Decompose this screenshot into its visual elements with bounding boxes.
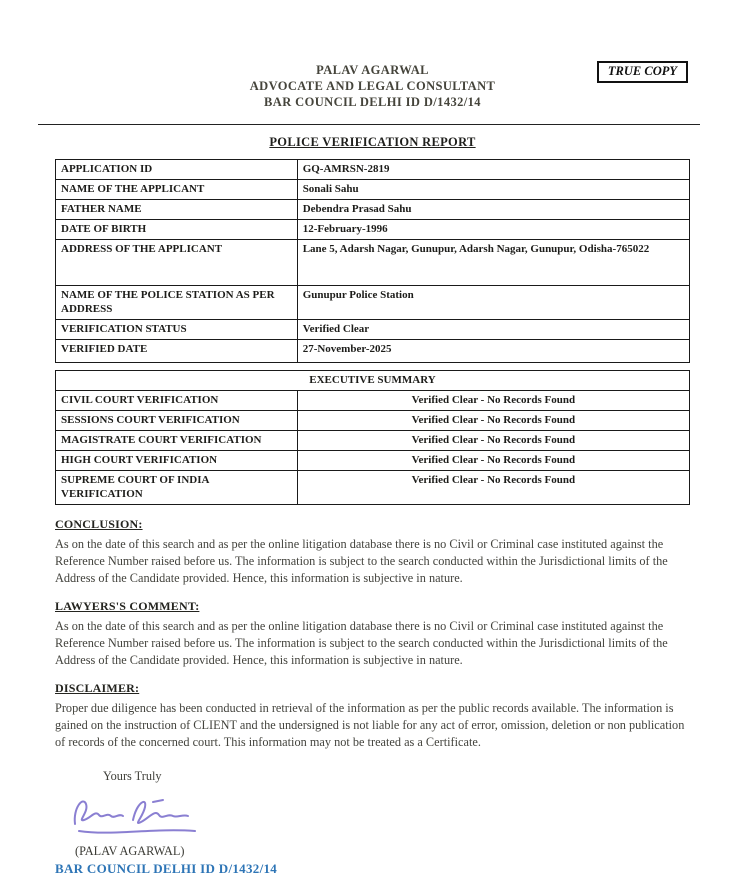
disclaimer-body: Proper due diligence has been conducted in retrieval of the information as per the public records available. The information is gained on the instruction of CLIENT and the undersigned is not liable for any act of error, omission, deletion or non publication of records of the concerned court. This information may not be treated as a Certificate. <box>55 701 685 749</box>
conclusion-heading: CONCLUSION: <box>55 517 143 531</box>
lawyers-comment-body: As on the date of this search and as per the online litigation database there is no Civil or Criminal case instituted against the Reference Number raised before us. The information is subject to the search conducted within the Jurisdictional limits of the Address of the Candidate provided. Hence, this information is subjective in nature. <box>55 619 668 667</box>
table-row <box>56 411 690 431</box>
signatory-name: (PALAV AGARWAL) <box>75 844 185 858</box>
table-row <box>56 320 690 340</box>
executive-summary-title: EXECUTIVE SUMMARY <box>56 371 690 391</box>
summary-label: SESSIONS COURT VERIFICATION <box>56 411 298 431</box>
table-row <box>56 391 690 411</box>
field-value: Gunupur Police Station <box>297 286 689 320</box>
summary-label: HIGH COURT VERIFICATION <box>56 451 298 471</box>
summary-label: CIVIL COURT VERIFICATION <box>56 391 298 411</box>
summary-label: SUPREME COURT OF INDIA VERIFICATION <box>56 471 298 505</box>
table-row <box>56 340 690 363</box>
disclaimer-heading: DISCLAIMER: <box>55 681 140 695</box>
field-label: FATHER NAME <box>56 200 298 220</box>
executive-summary-table <box>55 370 690 505</box>
field-label: VERIFICATION STATUS <box>56 320 298 340</box>
field-label: NAME OF THE POLICE STATION AS PER ADDRESS <box>56 286 298 320</box>
closing-salutation: Yours Truly <box>103 769 162 783</box>
table-row <box>56 160 690 180</box>
field-label: APPLICATION ID <box>56 160 298 180</box>
field-value: Sonali Sahu <box>297 180 689 200</box>
table-row <box>56 200 690 220</box>
applicant-details-table <box>55 159 690 363</box>
table-row <box>56 220 690 240</box>
bar-council-id: BAR COUNCIL DELHI ID D/1432/14 <box>55 861 278 876</box>
summary-label: MAGISTRATE COURT VERIFICATION <box>56 431 298 451</box>
field-value: Lane 5, Adarsh Nagar, Gunupur, Adarsh Nagar, Gunupur, Odisha-765022 <box>297 240 689 286</box>
field-label: NAME OF THE APPLICANT <box>56 180 298 200</box>
conclusion-section <box>55 517 690 587</box>
table-row <box>56 286 690 320</box>
report-title: POLICE VERIFICATION REPORT <box>269 135 476 149</box>
summary-value: Verified Clear - No Records Found <box>297 471 689 505</box>
summary-value: Verified Clear - No Records Found <box>297 391 689 411</box>
summary-value: Verified Clear - No Records Found <box>297 411 689 431</box>
lawyers-comment-heading: LAWYERS'S COMMENT: <box>55 599 200 613</box>
table-row <box>56 371 690 391</box>
true-copy-label: TRUE COPY <box>607 64 677 78</box>
field-value: Debendra Prasad Sahu <box>297 200 689 220</box>
conclusion-body: As on the date of this search and as per the online litigation database there is no Civil or Criminal case instituted against the Reference Number raised before us. The information is subject to the search conducted within the Jurisdictional limits of the Address of the Candidate provided. Hence, this information is subjective in nature. <box>55 537 668 585</box>
letterhead <box>55 62 690 110</box>
summary-value: Verified Clear - No Records Found <box>297 451 689 471</box>
field-label: DATE OF BIRTH <box>56 220 298 240</box>
lawyers-comment-section <box>55 599 690 669</box>
true-copy-stamp <box>597 61 688 83</box>
table-row <box>56 240 690 286</box>
table-row <box>56 451 690 471</box>
field-label: ADDRESS OF THE APPLICANT <box>56 240 298 286</box>
table-row <box>56 471 690 505</box>
summary-value: Verified Clear - No Records Found <box>297 431 689 451</box>
letterhead-bar-id: BAR COUNCIL DELHI ID D/1432/14 <box>264 95 481 109</box>
table-row <box>56 180 690 200</box>
field-value: GQ-AMRSN-2819 <box>297 160 689 180</box>
field-value: Verified Clear <box>297 320 689 340</box>
disclaimer-section <box>55 681 690 751</box>
letterhead-designation: ADVOCATE AND LEGAL CONSULTANT <box>249 79 496 93</box>
field-value: 27-November-2025 <box>297 340 689 363</box>
letterhead-name: PALAV AGARWAL <box>316 63 429 77</box>
field-value: 12-February-1996 <box>297 220 689 240</box>
table-row <box>56 431 690 451</box>
field-label: VERIFIED DATE <box>56 340 298 363</box>
header-divider <box>38 124 700 125</box>
